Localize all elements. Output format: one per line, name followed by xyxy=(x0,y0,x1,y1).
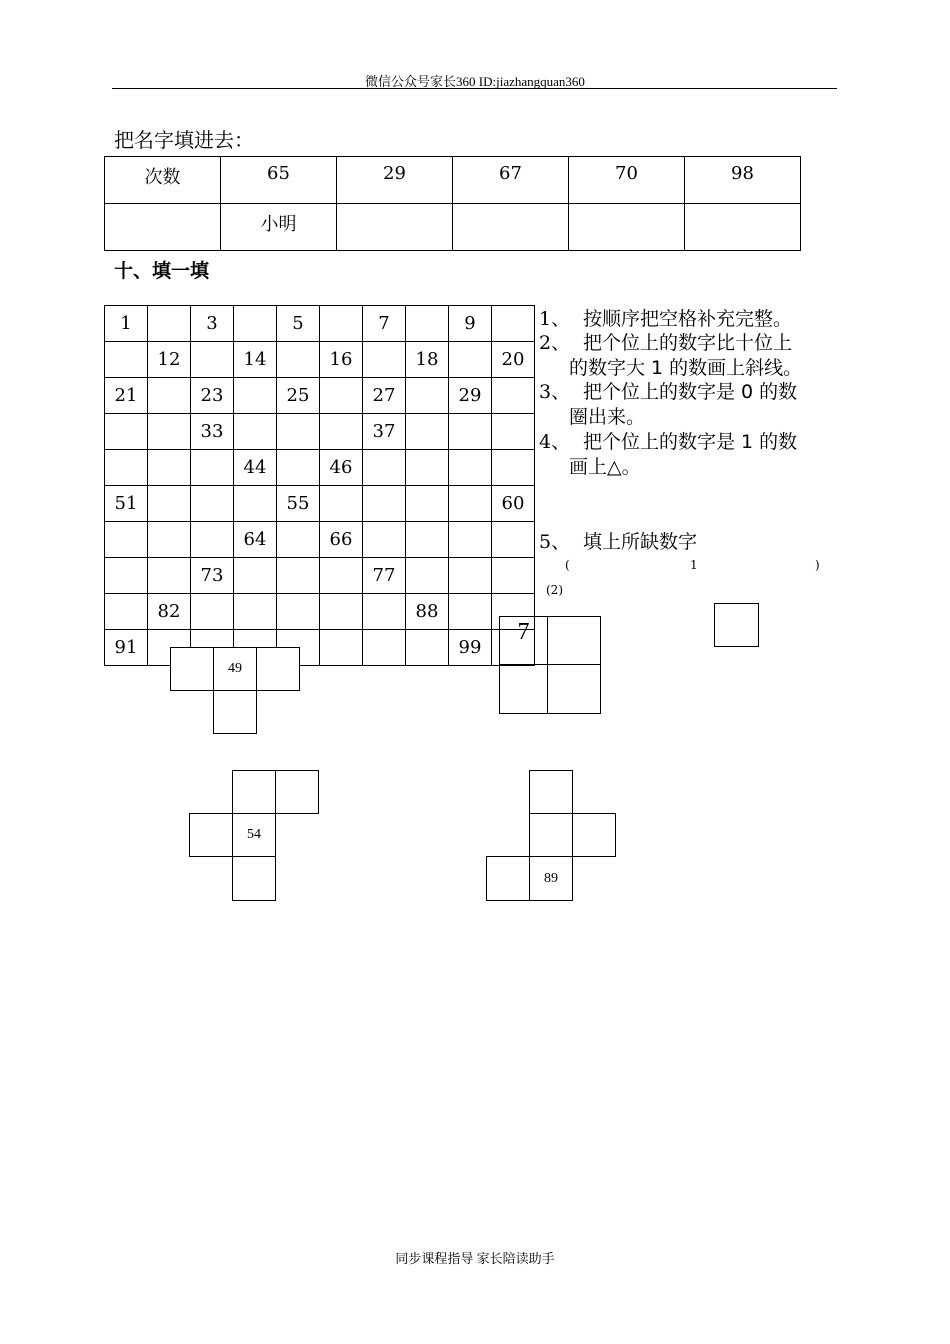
instruction-number: 1、 xyxy=(539,308,571,330)
hundred-cell: 5 xyxy=(277,306,320,342)
hundred-cell xyxy=(148,486,191,522)
hundred-cell xyxy=(492,522,535,558)
hundred-cell xyxy=(234,414,277,450)
hundred-cell xyxy=(277,594,320,630)
puzzle-cell xyxy=(170,647,214,691)
puzzle-cell xyxy=(256,647,300,691)
hundred-cell xyxy=(406,558,449,594)
hundred-cell xyxy=(320,414,363,450)
hundred-cell xyxy=(277,522,320,558)
hundred-row xyxy=(105,522,535,558)
hundred-cell: 27 xyxy=(363,378,406,414)
hundred-cell xyxy=(363,342,406,378)
section-title: 十、填一填 xyxy=(114,260,210,282)
names-cell xyxy=(685,204,801,251)
hundred-cell xyxy=(277,450,320,486)
instruction-text: 按顺序把空格补充完整。 xyxy=(583,308,793,330)
hundred-cell xyxy=(234,306,277,342)
hundred-cell: 1 xyxy=(105,306,148,342)
puzzle-cell xyxy=(232,770,276,814)
hundred-cell: 91 xyxy=(105,630,148,666)
hundred-cell xyxy=(105,522,148,558)
hundred-cell xyxy=(148,378,191,414)
hundred-cell xyxy=(320,630,363,666)
hundred-cell: 73 xyxy=(191,558,234,594)
hundred-cell xyxy=(406,522,449,558)
hundred-cell xyxy=(449,522,492,558)
hundred-cell xyxy=(492,450,535,486)
hundred-row xyxy=(105,594,535,630)
names-table xyxy=(104,156,801,251)
hundred-cell xyxy=(406,486,449,522)
names-cell xyxy=(337,204,453,251)
hundred-cell: 37 xyxy=(363,414,406,450)
hundred-cell: 55 xyxy=(277,486,320,522)
hundred-cell: 3 xyxy=(191,306,234,342)
puzzle-cell-89: 89 xyxy=(529,856,573,901)
sub-label-open: ( xyxy=(565,558,570,572)
hundred-cell xyxy=(148,414,191,450)
puzzle-cell xyxy=(547,616,601,665)
hundred-cell xyxy=(320,486,363,522)
sub-label-close: ) xyxy=(815,558,820,572)
names-cell: 65 xyxy=(221,157,337,204)
hundred-cell: 18 xyxy=(406,342,449,378)
instruction-number: 5、 xyxy=(539,531,571,553)
hundred-cell xyxy=(277,342,320,378)
header-divider xyxy=(112,88,837,89)
page-footer: 同步课程指导 家长陪读助手 xyxy=(395,1251,555,1266)
sub-label-two: (2) xyxy=(546,583,563,597)
hundred-cell xyxy=(406,378,449,414)
hundred-cell xyxy=(105,450,148,486)
hundred-cell xyxy=(320,378,363,414)
hundred-cell xyxy=(406,630,449,666)
instruction-text: 把个位上的数字比十位上 xyxy=(583,332,793,354)
hundred-row xyxy=(105,486,535,522)
hundred-cell xyxy=(492,378,535,414)
hundred-row xyxy=(105,450,535,486)
hundred-cell xyxy=(234,486,277,522)
hundred-cell xyxy=(148,558,191,594)
names-cell xyxy=(105,204,221,251)
puzzle-cell xyxy=(529,770,573,814)
puzzle-cell xyxy=(486,856,530,901)
puzzle-cell xyxy=(529,813,573,857)
instruction-1 xyxy=(539,307,792,332)
instruction-3 xyxy=(539,380,797,430)
answer-box xyxy=(714,603,759,647)
hundred-cell xyxy=(406,306,449,342)
hundred-cell: 25 xyxy=(277,378,320,414)
hundred-cell: 60 xyxy=(492,486,535,522)
hundred-cell xyxy=(449,594,492,630)
puzzle-cell-49: 49 xyxy=(213,647,257,691)
hundred-cell xyxy=(320,558,363,594)
instruction-2 xyxy=(539,331,802,381)
names-cell: 67 xyxy=(453,157,569,204)
hundred-cell xyxy=(449,486,492,522)
instruction-text: 填上所缺数字 xyxy=(583,531,698,553)
hundred-cell xyxy=(148,450,191,486)
hundred-cell xyxy=(105,594,148,630)
names-row-names xyxy=(105,204,801,251)
hundred-cell xyxy=(363,486,406,522)
hundred-cell: 29 xyxy=(449,378,492,414)
hundred-row xyxy=(105,414,535,450)
hundred-cell xyxy=(148,306,191,342)
puzzle-cell xyxy=(232,856,276,901)
hundred-row xyxy=(105,558,535,594)
sub-label-one: 1 xyxy=(690,558,698,572)
hundred-cell xyxy=(191,450,234,486)
hundred-cell xyxy=(363,630,406,666)
hundred-cell xyxy=(492,414,535,450)
hundred-cell xyxy=(449,342,492,378)
hundred-cell xyxy=(449,558,492,594)
puzzle-cell-7: 7 xyxy=(499,616,548,665)
hundred-row xyxy=(105,378,535,414)
puzzle-cell-54: 54 xyxy=(232,813,276,857)
instruction-5 xyxy=(539,530,697,555)
instruction-text: 画上△。 xyxy=(569,456,641,478)
hundred-cell: 14 xyxy=(234,342,277,378)
hundred-cell xyxy=(234,594,277,630)
hundred-cell xyxy=(234,558,277,594)
names-cell: 98 xyxy=(685,157,801,204)
hundred-cell xyxy=(277,414,320,450)
hundred-cell xyxy=(148,522,191,558)
hundred-chart xyxy=(104,305,535,666)
hundred-cell xyxy=(492,558,535,594)
hundred-cell xyxy=(105,558,148,594)
hundred-cell xyxy=(406,414,449,450)
hundred-cell: 33 xyxy=(191,414,234,450)
hundred-cell xyxy=(363,594,406,630)
hundred-row xyxy=(105,630,535,666)
names-row-counts xyxy=(105,157,801,204)
puzzle-cell xyxy=(572,813,616,857)
names-prompt: 把名字填进去： xyxy=(114,128,254,152)
puzzle-cell xyxy=(189,813,233,857)
names-cell xyxy=(569,204,685,251)
hundred-cell xyxy=(320,594,363,630)
names-cell: 次数 xyxy=(105,157,221,204)
hundred-cell: 82 xyxy=(148,594,191,630)
names-cell: 70 xyxy=(569,157,685,204)
hundred-cell xyxy=(492,306,535,342)
instruction-text: 把个位上的数字是 1 的数 xyxy=(583,431,798,453)
instruction-text: 把个位上的数字是 0 的数 xyxy=(583,381,798,403)
hundred-cell xyxy=(191,342,234,378)
hundred-cell xyxy=(363,450,406,486)
hundred-cell: 7 xyxy=(363,306,406,342)
hundred-cell: 99 xyxy=(449,630,492,666)
hundred-cell: 12 xyxy=(148,342,191,378)
hundred-cell xyxy=(191,594,234,630)
hundred-cell: 20 xyxy=(492,342,535,378)
page-header: 微信公众号家长360 ID:jiazhangquan360 xyxy=(365,74,585,89)
hundred-cell xyxy=(449,450,492,486)
hundred-cell xyxy=(191,522,234,558)
hundred-cell xyxy=(449,414,492,450)
instruction-text: 的数字大 1 的数画上斜线。 xyxy=(569,357,803,379)
hundred-cell: 44 xyxy=(234,450,277,486)
puzzle-cell xyxy=(547,664,601,714)
hundred-cell: 66 xyxy=(320,522,363,558)
hundred-cell: 51 xyxy=(105,486,148,522)
hundred-row xyxy=(105,342,535,378)
hundred-cell: 21 xyxy=(105,378,148,414)
instruction-text: 圈出来。 xyxy=(569,406,646,428)
names-cell: 29 xyxy=(337,157,453,204)
hundred-cell xyxy=(105,342,148,378)
hundred-cell xyxy=(191,486,234,522)
names-cell: 小明 xyxy=(221,204,337,251)
hundred-cell: 77 xyxy=(363,558,406,594)
hundred-cell: 9 xyxy=(449,306,492,342)
hundred-cell: 23 xyxy=(191,378,234,414)
instruction-number: 2、 xyxy=(539,332,571,354)
hundred-cell xyxy=(234,378,277,414)
hundred-cell xyxy=(363,522,406,558)
instruction-number: 4、 xyxy=(539,431,571,453)
hundred-cell: 64 xyxy=(234,522,277,558)
puzzle-cell xyxy=(275,770,319,814)
instruction-4 xyxy=(539,430,797,480)
hundred-row xyxy=(105,306,535,342)
hundred-cell: 88 xyxy=(406,594,449,630)
hundred-cell xyxy=(105,414,148,450)
puzzle-cell xyxy=(213,690,257,734)
puzzle-cell xyxy=(499,664,548,714)
hundred-cell xyxy=(277,558,320,594)
hundred-cell xyxy=(320,306,363,342)
names-cell xyxy=(453,204,569,251)
hundred-cell: 16 xyxy=(320,342,363,378)
hundred-cell: 46 xyxy=(320,450,363,486)
instruction-number: 3、 xyxy=(539,381,571,403)
hundred-cell xyxy=(406,450,449,486)
